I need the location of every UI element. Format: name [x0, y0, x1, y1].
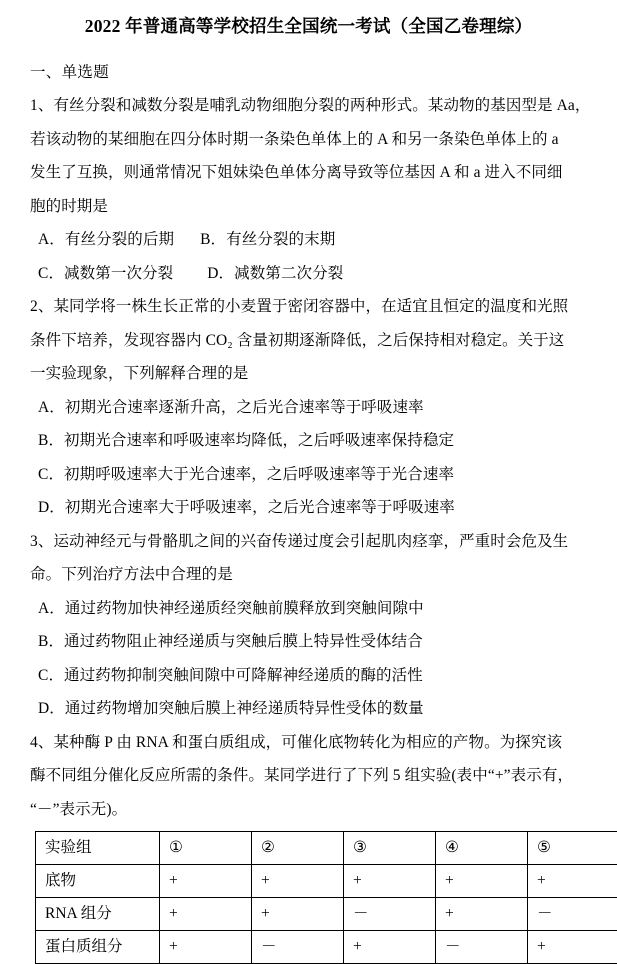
question-2-stem-line-3: 一实验现象，下列解释合理的是 [30, 357, 587, 391]
question-3-stem-line-1: 3、运动神经元与骨骼肌之间的兴奋传递过度会引起肌肉痉挛，严重时会危及生 [30, 525, 587, 559]
page-title: 2022 年普通高等学校招生全国统一考试（全国乙卷理综） [30, 0, 587, 36]
table-cell-rna-3: － [344, 898, 436, 931]
question-4 [30, 726, 587, 827]
table-cell-rna-5: － [528, 898, 617, 931]
table-cell-protein-2: － [252, 931, 344, 964]
table-header-group-4: ④ [436, 832, 528, 865]
table-row [36, 931, 617, 964]
question-1-option-row-1 [30, 223, 587, 257]
question-1 [30, 89, 587, 290]
question-4-stem-line-3: “－”表示无)。 [30, 793, 587, 827]
table-row [36, 898, 617, 931]
table-cell-rna-1: + [160, 898, 252, 931]
question-1-option-c[interactable]: C．减数第一次分裂 [38, 265, 173, 282]
question-1-stem-line-2: 若该动物的某细胞在四分体时期一条染色单体上的 A 和另一条染色单体上的 a [30, 123, 587, 157]
table-cell-substrate-3: + [344, 865, 436, 898]
question-3 [30, 525, 587, 726]
question-1-stem-line-4: 胞的时期是 [30, 190, 587, 224]
table-cell-rna-4: + [436, 898, 528, 931]
question-4-stem-line-2: 酶不同组分催化反应所需的条件。某同学进行了下列 5 组实验(表中“+”表示有， [30, 759, 587, 793]
table-row-header [36, 832, 617, 865]
question-1-stem-line-1: 1、有丝分裂和减数分裂是哺乳动物细胞分裂的两种形式。某动物的基因型是 Aa， [30, 89, 587, 123]
question-1-stem-line-3: 发生了互换，则通常情况下姐妹染色单体分离导致等位基因 A 和 a 进入不同细 [30, 156, 587, 190]
question-3-option-a[interactable]: A．通过药物加快神经递质经突触前膜释放到突触间隙中 [30, 592, 587, 626]
question-2 [30, 290, 587, 525]
question-1-option-b[interactable]: B．有丝分裂的末期 [200, 231, 335, 248]
question-2-option-a[interactable]: A．初期光合速率逐渐升高，之后光合速率等于呼吸速率 [30, 391, 587, 425]
experiment-table-body [36, 832, 617, 964]
table-row-label-rna: RNA 组分 [36, 898, 160, 931]
question-2-option-c[interactable]: C．初期呼吸速率大于光合速率，之后呼吸速率等于光合速率 [30, 458, 587, 492]
question-2-option-d[interactable]: D．初期光合速率大于呼吸速率，之后光合速率等于呼吸速率 [30, 491, 587, 525]
question-2-stem-line-2: 条件下培养，发现容器内 CO₂ 含量初期逐渐降低，之后保持相对稳定。关于这 [30, 324, 587, 358]
table-cell-substrate-1: + [160, 865, 252, 898]
table-header-group: 实验组 [36, 832, 160, 865]
question-1-option-a[interactable]: A．有丝分裂的后期 [38, 231, 174, 248]
table-cell-protein-5: + [528, 931, 617, 964]
question-1-option-d[interactable]: D．减数第二次分裂 [207, 265, 343, 282]
question-4-stem-line-1: 4、某种酶 P 由 RNA 和蛋白质组成，可催化底物转化为相应的产物。为探究该 [30, 726, 587, 760]
table-header-group-1: ① [160, 832, 252, 865]
table-cell-protein-1: + [160, 931, 252, 964]
question-3-option-d[interactable]: D．通过药物增加突触后膜上神经递质特异性受体的数量 [30, 692, 587, 726]
table-cell-protein-4: － [436, 931, 528, 964]
question-3-option-b[interactable]: B．通过药物阻止神经递质与突触后膜上特异性受体结合 [30, 625, 587, 659]
table-header-group-5: ⑤ [528, 832, 617, 865]
table-header-group-3: ③ [344, 832, 436, 865]
table-cell-substrate-2: + [252, 865, 344, 898]
question-2-option-b[interactable]: B．初期光合速率和呼吸速率均降低，之后呼吸速率保持稳定 [30, 424, 587, 458]
section-heading: 一、单选题 [30, 36, 587, 90]
question-1-option-row-2 [30, 257, 587, 291]
question-3-option-c[interactable]: C．通过药物抑制突触间隙中可降解神经递质的酶的活性 [30, 659, 587, 693]
table-cell-rna-2: + [252, 898, 344, 931]
table-cell-substrate-4: + [436, 865, 528, 898]
table-row-label-substrate: 底物 [36, 865, 160, 898]
table-header-group-2: ② [252, 832, 344, 865]
table-row [36, 865, 617, 898]
table-row-label-protein: 蛋白质组分 [36, 931, 160, 964]
question-3-stem-line-2: 命。下列治疗方法中合理的是 [30, 558, 587, 592]
table-cell-substrate-5: + [528, 865, 617, 898]
question-2-stem-line-1: 2、某同学将一株生长正常的小麦置于密闭容器中，在适宜且恒定的温度和光照 [30, 290, 587, 324]
experiment-table [35, 831, 617, 964]
table-cell-protein-3: + [344, 931, 436, 964]
